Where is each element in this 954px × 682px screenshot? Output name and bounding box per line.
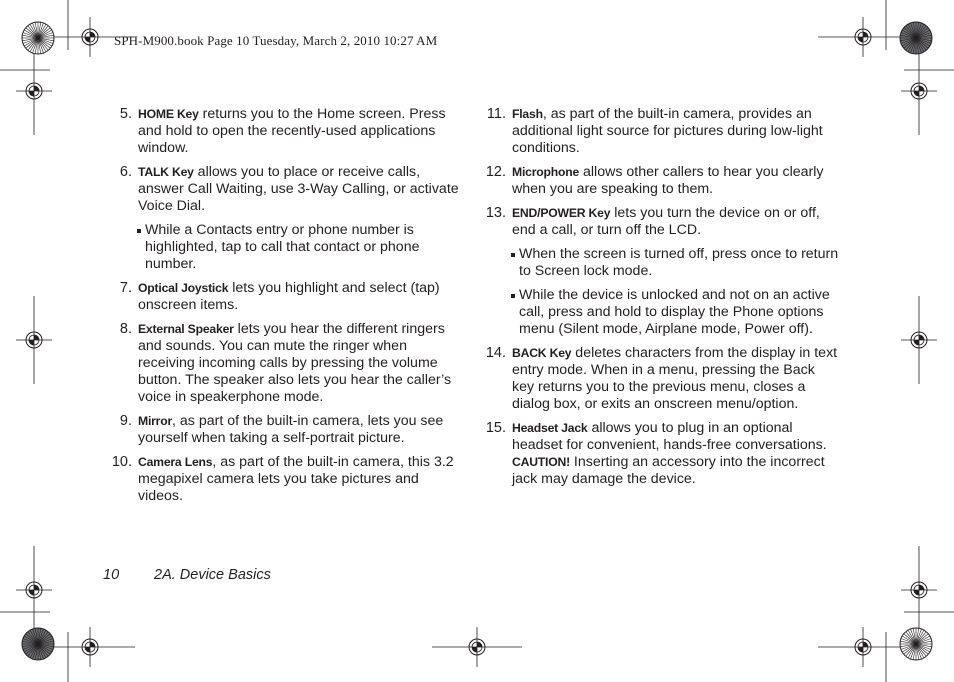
item-description: allows you to plug in an optional headset for convenient, hands-free conversations. [512,420,827,453]
key-term: BACK Key [512,346,572,360]
registration-target-icon [432,627,522,667]
bullet-text: When the screen is turned off, press once to return to Screen lock mode. [519,246,839,279]
item-number: 13. [485,205,506,221]
key-term: Microphone [512,165,580,179]
page-number: 10 [103,567,120,583]
item-description: lets you hear the different ringers and sounds. You can mute the ringer when receiving incoming calls by pressing the volume button. The speaker also lets you hear the caller’s voice in speakerphone mode. [138,321,452,405]
item-description: allows other callers to hear you clearly when you are speaking to them. [512,164,824,197]
list-item-flash [480,106,840,157]
bullet-item [106,222,464,273]
color-bar-starburst-icon [900,22,932,54]
list-item-talk-key [106,164,464,215]
key-term: Headset Jack [512,421,588,435]
item-number: 10. [111,454,132,470]
key-term: TALK Key [138,165,194,179]
color-bar-starburst-icon [900,628,932,660]
key-term: END/POWER Key [512,206,611,220]
item-number: 8. [119,321,132,337]
bullet-square-icon [137,229,141,233]
print-slug-line: SPH-M900.book Page 10 Tuesday, March 2, 2010 10:27 AM [114,33,438,48]
right-column [480,106,840,495]
item-number: 14. [485,345,506,361]
item-number: 6. [119,164,132,180]
item-number: 15. [485,420,506,436]
item-number: 11. [486,106,506,122]
section-title: 2A. Device Basics [154,567,271,583]
item-description: , as part of the built-in camera, lets you see yourself when taking a self-portrait picture. [138,413,444,446]
item-description: lets you highlight and select (tap) onscreen items. [138,280,440,313]
item-number: 9. [119,413,132,429]
bullet-square-icon [511,294,515,298]
key-term: Flash [512,107,543,121]
color-bar-starburst-icon [22,22,54,54]
registration-target-icon [16,546,52,634]
item-description: allows you to place or receive calls, answer Call Waiting, use 3-Way Calling, or activate Voice Dial. [138,164,459,214]
registration-target-icon [45,627,135,667]
list-item-camera-lens [106,454,464,505]
item-number: 5. [119,106,132,122]
bullet-text: While a Contacts entry or phone number is highlighted, tap to call that contact or phone number. [145,222,420,272]
list-item-home-key [106,106,464,157]
registration-target-icon [818,17,908,57]
list-item-mirror [106,413,464,447]
item-number: 12. [485,164,506,180]
caution-label: CAUTION! [512,455,570,469]
registration-target-icon [901,296,937,384]
registration-target-icon [16,296,52,384]
registration-target-icon [818,627,908,667]
key-term: External Speaker [138,322,234,336]
list-item-external-speaker [106,321,464,406]
list-item-optical-joystick [106,280,464,314]
key-term: Mirror [138,414,173,428]
list-item-back-key [480,345,840,413]
registration-target-icon [901,47,937,135]
list-item-microphone [480,164,840,198]
item-description: , as part of the built-in camera, provides an additional light source for pictures during low-light conditions. [512,106,823,156]
key-term: HOME Key [138,107,199,121]
bullet-item [480,287,840,338]
bullet-text: While the device is unlocked and not on an active call, press and hold to display the Phone options menu (Silent mode, Airplane mode, Power off). [519,287,830,337]
bullet-square-icon [511,253,515,257]
registration-target-icon [901,546,937,634]
key-term: Optical Joystick [138,281,229,295]
left-column [106,106,464,512]
item-description: deletes characters from the display in text entry mode. When in a menu, pressing the Back key returns you to the previous menu, closes a dialog box, or exits an onscreen menu/option. [512,345,838,412]
item-description: lets you turn the device on or off, end a call, or turn off the LCD. [512,205,820,238]
key-term: Camera Lens [138,455,213,469]
caution-text: Inserting an accessory into the incorrect jack may damage the device. [512,454,825,487]
item-number: 7. [119,280,132,296]
color-bar-starburst-icon [22,628,54,660]
item-description: returns you to the Home screen. Press and hold to open the recently-used applications window. [138,106,446,156]
registration-target-icon [16,47,52,135]
bullet-item [480,246,840,280]
item-description: , as part of the built-in camera, this 3.2 megapixel camera lets you take pictures and videos. [138,454,454,504]
list-item-headset-jack [480,420,840,488]
list-item-end-power-key [480,205,840,239]
